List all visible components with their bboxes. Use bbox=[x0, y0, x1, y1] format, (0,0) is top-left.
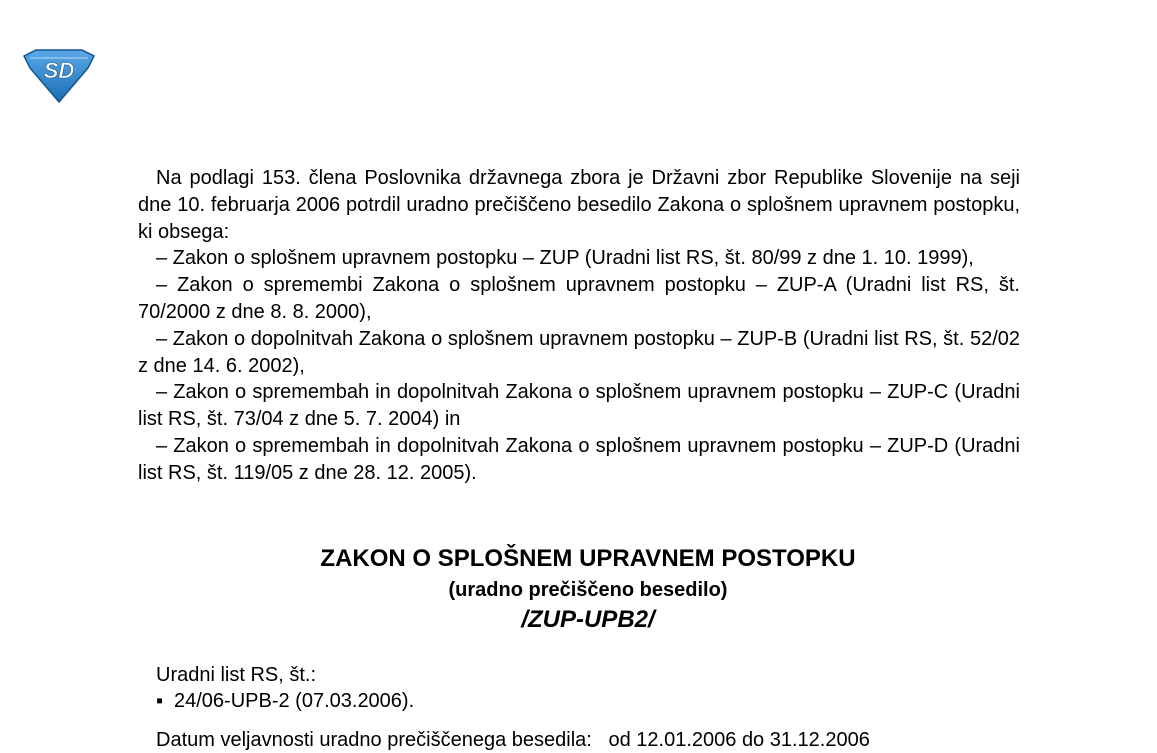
logo-letters: SD bbox=[43, 58, 75, 83]
law-heading bbox=[138, 542, 1038, 636]
bullet-icon: ▪ bbox=[156, 690, 164, 712]
gazette-entry-text: 24/06-UPB-2 (07.03.2006). bbox=[174, 690, 415, 712]
gazette-reference bbox=[156, 662, 1016, 714]
gazette-entry bbox=[156, 688, 1016, 714]
law-list-item: – Zakon o dopolnitvah Zakona o splošnem upravnem postopku – ZUP-B (Uradni list RS, št. 52/02 z dne 14. 6. 2002), bbox=[138, 327, 1020, 377]
validity-date: Datum veljavnosti uradno prečiščenega besedila: od 12.01.2006 do 31.12.2006 bbox=[156, 729, 870, 751]
law-list-item: – Zakon o spremembah in dopolnitvah Zakona o splošnem upravnem postopku – ZUP-C (Uradni list RS, št. 73/04 z dne 5. 7. 2004) in bbox=[138, 381, 1020, 431]
intro-paragraph: Na podlagi 153. člena Poslovnika državnega zbora je Državni zbor Republike Slovenije na seji dne 10. februarja 2006 potrdil uradno prečiščeno besedilo Zakona o splošnem upravnem postopku, ki obsega: bbox=[138, 167, 1020, 243]
law-list-item: – Zakon o spremembah in dopolnitvah Zakona o splošnem upravnem postopku – ZUP-D (Uradni list RS, št. 119/05 z dne 28. 12. 2005). bbox=[138, 434, 1020, 484]
gazette-label: Uradni list RS, št.: bbox=[156, 664, 317, 686]
sd-logo bbox=[22, 48, 96, 104]
law-code: /ZUP-UPB2/ bbox=[521, 606, 655, 633]
law-subtitle: (uradno prečiščeno besedilo) bbox=[448, 579, 728, 601]
intro-text bbox=[138, 165, 1020, 487]
law-list-item: – Zakon o splošnem upravnem postopku – ZUP (Uradni list RS, št. 80/99 z dne 1. 10. 1999), bbox=[156, 247, 974, 270]
law-title: ZAKON O SPLOŠNEM UPRAVNEM POSTOPKU bbox=[320, 545, 856, 572]
law-list-item: – Zakon o spremembi Zakona o splošnem upravnem postopku – ZUP-A (Uradni list RS, št. 70/2000 z dne 8. 8. 2000), bbox=[138, 274, 1020, 323]
